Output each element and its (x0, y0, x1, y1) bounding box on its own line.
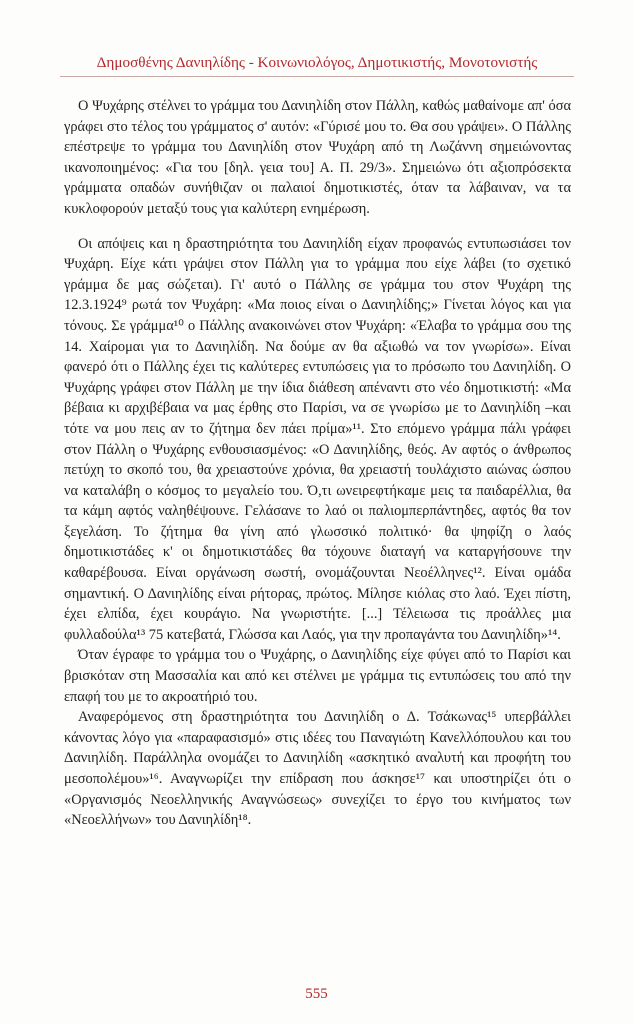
running-head: Δημοσθένης Δανιηλίδης - Κοινωνιολόγος, Δημοτικιστής, Μονοτονιστής (96, 54, 538, 71)
header-rule (60, 76, 574, 77)
paragraph-3: Όταν έγραφε το γράμμα του ο Ψυχάρης, ο Δανιηλίδης είχε φύγει από το Παρίσι και βρισκόταν στη Μασσαλία και από κει στέλνει με γράμμα τις εντυπώσεις του από την επαφή του με το ακροατήριό του. (64, 647, 571, 705)
paragraph-4: Αναφερόμενος στη δραστηριότητα του Δανιηλίδη ο Δ. Τσάκωνας¹⁵ υπερβάλλει κάνοντας λόγο για «παραφασισμό» στις ιδέες του Παναγιώτη Κανελλόπουλου και του Δανιηλίδη. Παράλληλα ονομάζει το Δανιηλίδη «ασκητικό αναλυτή και προφήτη του μεσοπολέμου»¹⁶. Αναγνωρίζει την επίδραση που άσκησε¹⁷ και υποστηρίζει ότι ο «Οργανισμός Νεοελληνικής Αναγνώσεως» συνεχίζει το έργο του κινήματος των «Νεοελλήνων» του Δανιηλίδη¹⁸. (64, 709, 571, 829)
paragraph-2: Οι απόψεις και η δραστηριότητα του Δανιηλίδη είχαν προφανώς εντυπωσιάσει τον Ψυχάρη. Είχε κάτι γράψει στον Πάλλη για το γράμμα που είχε λάβει (το σχετικό γράμμα δε μας σώζεται). Γι' αυτό ο Πάλλης σε γράμμα του στον Ψυχάρη της 12.3.1924⁹ ρωτά τον Ψυχάρη: «Μα ποιος είναι ο Δανιηλίδης;» Γίνεται λόγος και για τόνους. Σε γράμμα¹⁰ ο Πάλλης ανακοινώνει στον Ψυχάρη: «Έλαβα το γράμμα σου της 14. Χαίρομαι για το Δανιηλίδη. Να δούμε αν θα αξιωθώ να τον γνωρίσω». Είναι φανερό ότι ο Πάλλης έχει τις καλύτερες εντυπώσεις για το πρόσωπο του Δανιηλίδη. Ο Ψυχάρης γράφει στον Πάλλη με την ίδια διάθεση απέναντι στο νέο δημοτικιστή: «Μα βέβαια κι αρχιβέβαια να μας έρθης στο Παρίσι, να σε γνωρίσω με το Δανιηλίδη –και τότε να μου πεις αν το ζήτημα δεν πάει πρίμα»¹¹. Στο επόμενο γράμμα πάλι γράφει στον Πάλλη ο Ψυχάρης ενθουσιασμένος: «Ο Δανιηλίδης, θεός. Αν αφτός ο άνθρωπος πετύχη το σκοπό του, θα χρειαστούνε χρόνια, θα χρειαστή τουλάχιστο αιώνας ώσπου να καταλάβη ο κόσμος το μεγαλείο του. Ό,τι ωνειρεφτήκαμε μεις τα παιδαρέλλια, θα τα κάμη αφτός ναληθέψουνε. Γελάσανε το λαό οι παλιομπερπάντηδες, αφτός θα τον ξεγελάση. Το ζήτημα θα γίνη από γλωσσικό πολιτικό· θα ψηφίζη ο λαός δημοτικιστάδες κ' οι δημοτικιστάδες θα τόχουνε διαταγή να καταργήσουνε την καθαρέβουσα. Είναι οργάνωση σωστή, ονομάζουνται Νεοέλληνες¹². Είναι ομάδα σημαντική. Ο Δανιηλίδης είναι ρήτορας, πρώτος. Μίλησε κιόλας στο λαό. Έχει πίστη, έχει ελπίδα, έχει κουράγιο. Να γνωριστήτε. [...] Τέλειωσα τις προάλλες μια φυλλαδούλα¹³ 75 κατεβατά, Γλώσσα και Λαός, για την προπαγάντα του Δανιηλίδη»¹⁴. (64, 235, 571, 643)
paragraph-1: Ο Ψυχάρης στέλνει το γράμμα του Δανιηλίδη στον Πάλλη, καθώς μαθαίνομε απ' όσα γράφει στο τέλος του γράμματος σ' αυτόν: «Γύρισέ μου το. Θα σου γράψει». Ο Πάλλης επέστρεψε το γράμμα του Δανιηλίδη στον Ψυχάρη από τη Λωζάννη σημειώνοντας ικανοποιημένος: «Για του [δηλ. γεια του] Α. Π. 29/3». Σημειώνω ότι αξιοπρόσεκτα γράμματα οπαδών συνήθιζαν οι παλαιοί δημοτικιστές, όταν τα λάβαιναν, να τα κυκλοφορούν μεταξύ τους για καλύτερη ενημέρωση. (64, 98, 571, 217)
body-text (64, 96, 571, 831)
page-number: 555 (305, 986, 328, 1002)
